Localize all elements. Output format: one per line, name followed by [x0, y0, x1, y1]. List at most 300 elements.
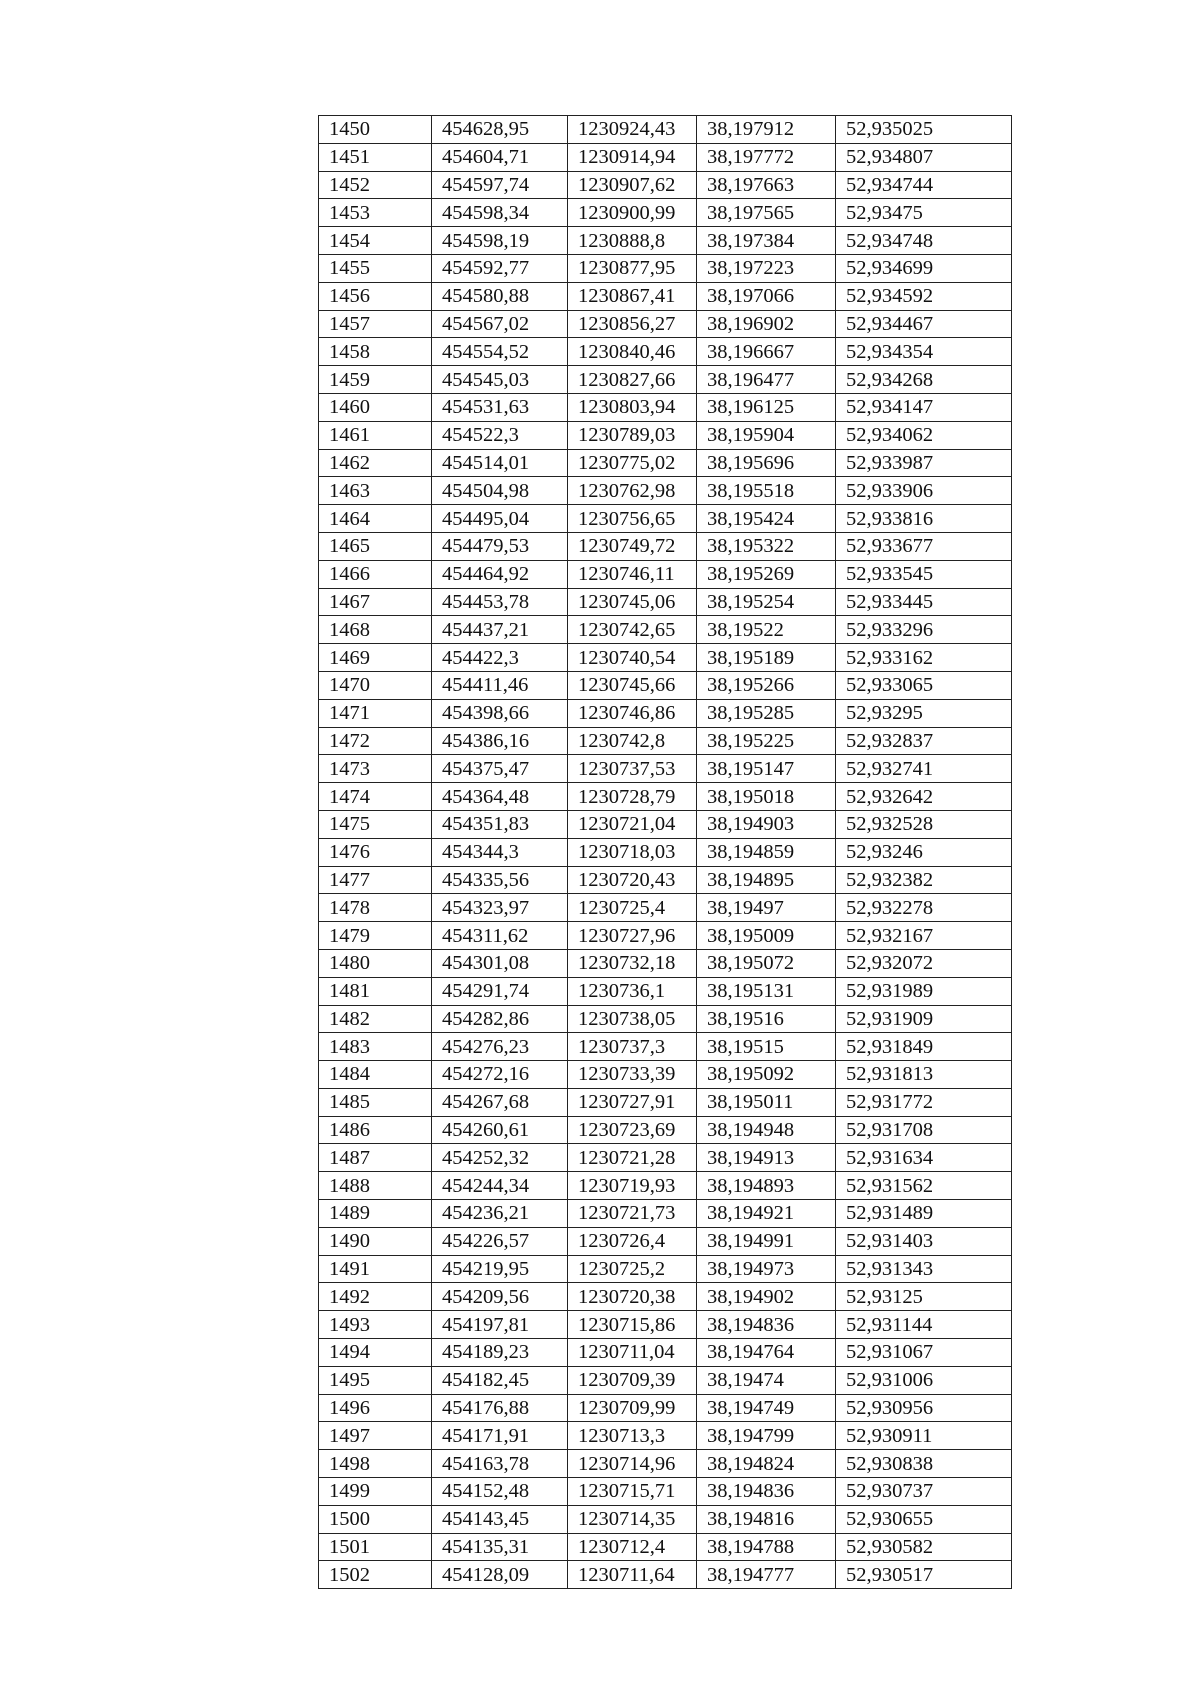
table-row [319, 421, 1012, 449]
point-number-cell: 1469 [319, 644, 432, 672]
latitude-cell: 52,934592 [836, 282, 1012, 310]
point-number-cell: 1502 [319, 1561, 432, 1589]
table-row [319, 977, 1012, 1005]
table-row [319, 1144, 1012, 1172]
point-number-cell: 1481 [319, 977, 432, 1005]
longitude-cell: 38,194973 [697, 1255, 836, 1283]
point-number-cell: 1457 [319, 310, 432, 338]
y-coordinate-cell: 1230789,03 [568, 421, 697, 449]
y-coordinate-cell: 1230714,35 [568, 1505, 697, 1533]
longitude-cell: 38,196902 [697, 310, 836, 338]
y-coordinate-cell: 1230737,3 [568, 1033, 697, 1061]
point-number-cell: 1500 [319, 1505, 432, 1533]
x-coordinate-cell: 454236,21 [432, 1200, 568, 1228]
point-number-cell: 1496 [319, 1394, 432, 1422]
x-coordinate-cell: 454197,81 [432, 1311, 568, 1339]
x-coordinate-cell: 454597,74 [432, 171, 568, 199]
table-row [319, 143, 1012, 171]
longitude-cell: 38,19515 [697, 1033, 836, 1061]
table-row [319, 1311, 1012, 1339]
x-coordinate-cell: 454219,95 [432, 1255, 568, 1283]
longitude-cell: 38,195225 [697, 727, 836, 755]
x-coordinate-cell: 454267,68 [432, 1088, 568, 1116]
table-row [319, 671, 1012, 699]
x-coordinate-cell: 454398,66 [432, 699, 568, 727]
longitude-cell: 38,195189 [697, 644, 836, 672]
y-coordinate-cell: 1230762,98 [568, 477, 697, 505]
point-number-cell: 1450 [319, 116, 432, 144]
y-coordinate-cell: 1230728,79 [568, 783, 697, 811]
longitude-cell: 38,194895 [697, 866, 836, 894]
x-coordinate-cell: 454422,3 [432, 644, 568, 672]
latitude-cell: 52,931909 [836, 1005, 1012, 1033]
x-coordinate-cell: 454495,04 [432, 505, 568, 533]
point-number-cell: 1460 [319, 393, 432, 421]
x-coordinate-cell: 454226,57 [432, 1227, 568, 1255]
point-number-cell: 1490 [319, 1227, 432, 1255]
point-number-cell: 1483 [319, 1033, 432, 1061]
latitude-cell: 52,931067 [836, 1339, 1012, 1367]
latitude-cell: 52,931006 [836, 1366, 1012, 1394]
y-coordinate-cell: 1230914,94 [568, 143, 697, 171]
table-row [319, 116, 1012, 144]
table-row [319, 866, 1012, 894]
longitude-cell: 38,194991 [697, 1227, 836, 1255]
latitude-cell: 52,931562 [836, 1172, 1012, 1200]
y-coordinate-cell: 1230840,46 [568, 338, 697, 366]
latitude-cell: 52,932382 [836, 866, 1012, 894]
y-coordinate-cell: 1230803,94 [568, 393, 697, 421]
point-number-cell: 1454 [319, 227, 432, 255]
latitude-cell: 52,930911 [836, 1422, 1012, 1450]
longitude-cell: 38,19516 [697, 1005, 836, 1033]
x-coordinate-cell: 454260,61 [432, 1116, 568, 1144]
x-coordinate-cell: 454351,83 [432, 810, 568, 838]
point-number-cell: 1480 [319, 949, 432, 977]
table-row [319, 393, 1012, 421]
table-row [319, 310, 1012, 338]
latitude-cell: 52,931708 [836, 1116, 1012, 1144]
longitude-cell: 38,195322 [697, 532, 836, 560]
y-coordinate-cell: 1230725,4 [568, 894, 697, 922]
longitude-cell: 38,194913 [697, 1144, 836, 1172]
table-row [319, 1561, 1012, 1589]
latitude-cell: 52,934748 [836, 227, 1012, 255]
x-coordinate-cell: 454411,46 [432, 671, 568, 699]
x-coordinate-cell: 454364,48 [432, 783, 568, 811]
latitude-cell: 52,933445 [836, 588, 1012, 616]
point-number-cell: 1471 [319, 699, 432, 727]
table-row [319, 449, 1012, 477]
latitude-cell: 52,933545 [836, 560, 1012, 588]
y-coordinate-cell: 1230732,18 [568, 949, 697, 977]
table-row [319, 282, 1012, 310]
latitude-cell: 52,932167 [836, 922, 1012, 950]
point-number-cell: 1492 [319, 1283, 432, 1311]
coordinates-table-body [319, 116, 1012, 1589]
table-row [319, 1088, 1012, 1116]
latitude-cell: 52,934268 [836, 366, 1012, 394]
point-number-cell: 1499 [319, 1478, 432, 1506]
table-row [319, 505, 1012, 533]
table-row [319, 810, 1012, 838]
latitude-cell: 52,931813 [836, 1061, 1012, 1089]
longitude-cell: 38,195147 [697, 755, 836, 783]
x-coordinate-cell: 454323,97 [432, 894, 568, 922]
y-coordinate-cell: 1230715,86 [568, 1311, 697, 1339]
point-number-cell: 1468 [319, 616, 432, 644]
longitude-cell: 38,194799 [697, 1422, 836, 1450]
x-coordinate-cell: 454252,32 [432, 1144, 568, 1172]
x-coordinate-cell: 454276,23 [432, 1033, 568, 1061]
latitude-cell: 52,934699 [836, 254, 1012, 282]
table-row [319, 894, 1012, 922]
y-coordinate-cell: 1230726,4 [568, 1227, 697, 1255]
latitude-cell: 52,93475 [836, 199, 1012, 227]
x-coordinate-cell: 454604,71 [432, 143, 568, 171]
y-coordinate-cell: 1230711,04 [568, 1339, 697, 1367]
y-coordinate-cell: 1230725,2 [568, 1255, 697, 1283]
longitude-cell: 38,194902 [697, 1283, 836, 1311]
table-row [319, 949, 1012, 977]
point-number-cell: 1458 [319, 338, 432, 366]
table-row [319, 616, 1012, 644]
point-number-cell: 1488 [319, 1172, 432, 1200]
longitude-cell: 38,195696 [697, 449, 836, 477]
table-row [319, 699, 1012, 727]
y-coordinate-cell: 1230721,28 [568, 1144, 697, 1172]
x-coordinate-cell: 454598,34 [432, 199, 568, 227]
table-row [319, 1533, 1012, 1561]
x-coordinate-cell: 454152,48 [432, 1478, 568, 1506]
longitude-cell: 38,195285 [697, 699, 836, 727]
x-coordinate-cell: 454580,88 [432, 282, 568, 310]
point-number-cell: 1452 [319, 171, 432, 199]
latitude-cell: 52,934807 [836, 143, 1012, 171]
table-row [319, 1116, 1012, 1144]
table-row [319, 366, 1012, 394]
table-row [319, 1478, 1012, 1506]
longitude-cell: 38,195009 [697, 922, 836, 950]
point-number-cell: 1482 [319, 1005, 432, 1033]
table-row [319, 199, 1012, 227]
point-number-cell: 1477 [319, 866, 432, 894]
latitude-cell: 52,933906 [836, 477, 1012, 505]
y-coordinate-cell: 1230736,1 [568, 977, 697, 1005]
longitude-cell: 38,197912 [697, 116, 836, 144]
longitude-cell: 38,195072 [697, 949, 836, 977]
x-coordinate-cell: 454189,23 [432, 1339, 568, 1367]
table-row [319, 1422, 1012, 1450]
point-number-cell: 1463 [319, 477, 432, 505]
y-coordinate-cell: 1230867,41 [568, 282, 697, 310]
latitude-cell: 52,93125 [836, 1283, 1012, 1311]
table-row [319, 1033, 1012, 1061]
y-coordinate-cell: 1230721,04 [568, 810, 697, 838]
y-coordinate-cell: 1230723,69 [568, 1116, 697, 1144]
x-coordinate-cell: 454176,88 [432, 1394, 568, 1422]
longitude-cell: 38,194859 [697, 838, 836, 866]
x-coordinate-cell: 454522,3 [432, 421, 568, 449]
longitude-cell: 38,196477 [697, 366, 836, 394]
latitude-cell: 52,933816 [836, 505, 1012, 533]
point-number-cell: 1491 [319, 1255, 432, 1283]
longitude-cell: 38,194777 [697, 1561, 836, 1589]
latitude-cell: 52,930737 [836, 1478, 1012, 1506]
point-number-cell: 1493 [319, 1311, 432, 1339]
latitude-cell: 52,932528 [836, 810, 1012, 838]
table-row [319, 1394, 1012, 1422]
longitude-cell: 38,195518 [697, 477, 836, 505]
point-number-cell: 1501 [319, 1533, 432, 1561]
y-coordinate-cell: 1230924,43 [568, 116, 697, 144]
longitude-cell: 38,19497 [697, 894, 836, 922]
table-row [319, 1339, 1012, 1367]
y-coordinate-cell: 1230740,54 [568, 644, 697, 672]
x-coordinate-cell: 454545,03 [432, 366, 568, 394]
y-coordinate-cell: 1230856,27 [568, 310, 697, 338]
longitude-cell: 38,195011 [697, 1088, 836, 1116]
y-coordinate-cell: 1230733,39 [568, 1061, 697, 1089]
point-number-cell: 1478 [319, 894, 432, 922]
latitude-cell: 52,934744 [836, 171, 1012, 199]
y-coordinate-cell: 1230714,96 [568, 1450, 697, 1478]
point-number-cell: 1470 [319, 671, 432, 699]
x-coordinate-cell: 454437,21 [432, 616, 568, 644]
y-coordinate-cell: 1230709,39 [568, 1366, 697, 1394]
latitude-cell: 52,931144 [836, 1311, 1012, 1339]
table-row [319, 783, 1012, 811]
y-coordinate-cell: 1230746,11 [568, 560, 697, 588]
longitude-cell: 38,197223 [697, 254, 836, 282]
y-coordinate-cell: 1230712,4 [568, 1533, 697, 1561]
latitude-cell: 52,931989 [836, 977, 1012, 1005]
table-row [319, 1505, 1012, 1533]
x-coordinate-cell: 454209,56 [432, 1283, 568, 1311]
x-coordinate-cell: 454171,91 [432, 1422, 568, 1450]
longitude-cell: 38,197772 [697, 143, 836, 171]
latitude-cell: 52,932741 [836, 755, 1012, 783]
y-coordinate-cell: 1230775,02 [568, 449, 697, 477]
latitude-cell: 52,933296 [836, 616, 1012, 644]
point-number-cell: 1466 [319, 560, 432, 588]
longitude-cell: 38,195269 [697, 560, 836, 588]
table-row [319, 1283, 1012, 1311]
point-number-cell: 1484 [319, 1061, 432, 1089]
x-coordinate-cell: 454128,09 [432, 1561, 568, 1589]
x-coordinate-cell: 454301,08 [432, 949, 568, 977]
x-coordinate-cell: 454335,56 [432, 866, 568, 894]
longitude-cell: 38,194836 [697, 1478, 836, 1506]
point-number-cell: 1498 [319, 1450, 432, 1478]
longitude-cell: 38,195266 [697, 671, 836, 699]
latitude-cell: 52,932278 [836, 894, 1012, 922]
y-coordinate-cell: 1230720,38 [568, 1283, 697, 1311]
y-coordinate-cell: 1230749,72 [568, 532, 697, 560]
table-row [319, 1200, 1012, 1228]
table-row [319, 560, 1012, 588]
longitude-cell: 38,19522 [697, 616, 836, 644]
longitude-cell: 38,195254 [697, 588, 836, 616]
latitude-cell: 52,934354 [836, 338, 1012, 366]
longitude-cell: 38,194824 [697, 1450, 836, 1478]
longitude-cell: 38,197066 [697, 282, 836, 310]
point-number-cell: 1485 [319, 1088, 432, 1116]
table-row [319, 1227, 1012, 1255]
point-number-cell: 1464 [319, 505, 432, 533]
longitude-cell: 38,197663 [697, 171, 836, 199]
x-coordinate-cell: 454135,31 [432, 1533, 568, 1561]
longitude-cell: 38,194893 [697, 1172, 836, 1200]
y-coordinate-cell: 1230745,66 [568, 671, 697, 699]
latitude-cell: 52,933677 [836, 532, 1012, 560]
point-number-cell: 1456 [319, 282, 432, 310]
point-number-cell: 1459 [319, 366, 432, 394]
table-row [319, 755, 1012, 783]
y-coordinate-cell: 1230713,3 [568, 1422, 697, 1450]
y-coordinate-cell: 1230900,99 [568, 199, 697, 227]
table-row [319, 644, 1012, 672]
y-coordinate-cell: 1230721,73 [568, 1200, 697, 1228]
y-coordinate-cell: 1230715,71 [568, 1478, 697, 1506]
y-coordinate-cell: 1230827,66 [568, 366, 697, 394]
y-coordinate-cell: 1230746,86 [568, 699, 697, 727]
point-number-cell: 1487 [319, 1144, 432, 1172]
latitude-cell: 52,933162 [836, 644, 1012, 672]
latitude-cell: 52,934147 [836, 393, 1012, 421]
x-coordinate-cell: 454514,01 [432, 449, 568, 477]
longitude-cell: 38,197565 [697, 199, 836, 227]
x-coordinate-cell: 454182,45 [432, 1366, 568, 1394]
table-row [319, 477, 1012, 505]
longitude-cell: 38,195018 [697, 783, 836, 811]
point-number-cell: 1475 [319, 810, 432, 838]
table-row [319, 1366, 1012, 1394]
x-coordinate-cell: 454344,3 [432, 838, 568, 866]
y-coordinate-cell: 1230877,95 [568, 254, 697, 282]
x-coordinate-cell: 454282,86 [432, 1005, 568, 1033]
x-coordinate-cell: 454386,16 [432, 727, 568, 755]
point-number-cell: 1479 [319, 922, 432, 950]
latitude-cell: 52,930582 [836, 1533, 1012, 1561]
table-row [319, 727, 1012, 755]
y-coordinate-cell: 1230727,91 [568, 1088, 697, 1116]
table-row [319, 532, 1012, 560]
table-row [319, 1061, 1012, 1089]
point-number-cell: 1495 [319, 1366, 432, 1394]
x-coordinate-cell: 454311,62 [432, 922, 568, 950]
coordinates-table [318, 115, 1012, 1589]
point-number-cell: 1462 [319, 449, 432, 477]
latitude-cell: 52,931403 [836, 1227, 1012, 1255]
x-coordinate-cell: 454531,63 [432, 393, 568, 421]
longitude-cell: 38,196667 [697, 338, 836, 366]
point-number-cell: 1497 [319, 1422, 432, 1450]
longitude-cell: 38,196125 [697, 393, 836, 421]
x-coordinate-cell: 454464,92 [432, 560, 568, 588]
longitude-cell: 38,194903 [697, 810, 836, 838]
point-number-cell: 1455 [319, 254, 432, 282]
longitude-cell: 38,19474 [697, 1366, 836, 1394]
table-row [319, 588, 1012, 616]
latitude-cell: 52,934467 [836, 310, 1012, 338]
table-row [319, 254, 1012, 282]
latitude-cell: 52,931634 [836, 1144, 1012, 1172]
table-row [319, 1255, 1012, 1283]
y-coordinate-cell: 1230718,03 [568, 838, 697, 866]
y-coordinate-cell: 1230888,8 [568, 227, 697, 255]
longitude-cell: 38,194921 [697, 1200, 836, 1228]
latitude-cell: 52,932837 [836, 727, 1012, 755]
latitude-cell: 52,93246 [836, 838, 1012, 866]
x-coordinate-cell: 454592,77 [432, 254, 568, 282]
point-number-cell: 1476 [319, 838, 432, 866]
longitude-cell: 38,195092 [697, 1061, 836, 1089]
y-coordinate-cell: 1230742,65 [568, 616, 697, 644]
point-number-cell: 1474 [319, 783, 432, 811]
table-row [319, 922, 1012, 950]
point-number-cell: 1473 [319, 755, 432, 783]
y-coordinate-cell: 1230907,62 [568, 171, 697, 199]
latitude-cell: 52,933987 [836, 449, 1012, 477]
latitude-cell: 52,931772 [836, 1088, 1012, 1116]
x-coordinate-cell: 454244,34 [432, 1172, 568, 1200]
point-number-cell: 1461 [319, 421, 432, 449]
point-number-cell: 1489 [319, 1200, 432, 1228]
longitude-cell: 38,195424 [697, 505, 836, 533]
x-coordinate-cell: 454143,45 [432, 1505, 568, 1533]
x-coordinate-cell: 454375,47 [432, 755, 568, 783]
x-coordinate-cell: 454163,78 [432, 1450, 568, 1478]
y-coordinate-cell: 1230727,96 [568, 922, 697, 950]
x-coordinate-cell: 454554,52 [432, 338, 568, 366]
longitude-cell: 38,194749 [697, 1394, 836, 1422]
x-coordinate-cell: 454272,16 [432, 1061, 568, 1089]
longitude-cell: 38,194788 [697, 1533, 836, 1561]
latitude-cell: 52,931489 [836, 1200, 1012, 1228]
longitude-cell: 38,195904 [697, 421, 836, 449]
y-coordinate-cell: 1230719,93 [568, 1172, 697, 1200]
y-coordinate-cell: 1230711,64 [568, 1561, 697, 1589]
latitude-cell: 52,933065 [836, 671, 1012, 699]
x-coordinate-cell: 454479,53 [432, 532, 568, 560]
table-row [319, 1005, 1012, 1033]
x-coordinate-cell: 454628,95 [432, 116, 568, 144]
latitude-cell: 52,930517 [836, 1561, 1012, 1589]
table-row [319, 1172, 1012, 1200]
latitude-cell: 52,930956 [836, 1394, 1012, 1422]
longitude-cell: 38,195131 [697, 977, 836, 1005]
latitude-cell: 52,930655 [836, 1505, 1012, 1533]
table-row [319, 838, 1012, 866]
point-number-cell: 1453 [319, 199, 432, 227]
table-row [319, 338, 1012, 366]
point-number-cell: 1494 [319, 1339, 432, 1367]
x-coordinate-cell: 454453,78 [432, 588, 568, 616]
latitude-cell: 52,93295 [836, 699, 1012, 727]
latitude-cell: 52,935025 [836, 116, 1012, 144]
point-number-cell: 1451 [319, 143, 432, 171]
y-coordinate-cell: 1230745,06 [568, 588, 697, 616]
longitude-cell: 38,194948 [697, 1116, 836, 1144]
y-coordinate-cell: 1230709,99 [568, 1394, 697, 1422]
table-row [319, 227, 1012, 255]
latitude-cell: 52,932642 [836, 783, 1012, 811]
y-coordinate-cell: 1230737,53 [568, 755, 697, 783]
longitude-cell: 38,194764 [697, 1339, 836, 1367]
x-coordinate-cell: 454291,74 [432, 977, 568, 1005]
x-coordinate-cell: 454598,19 [432, 227, 568, 255]
